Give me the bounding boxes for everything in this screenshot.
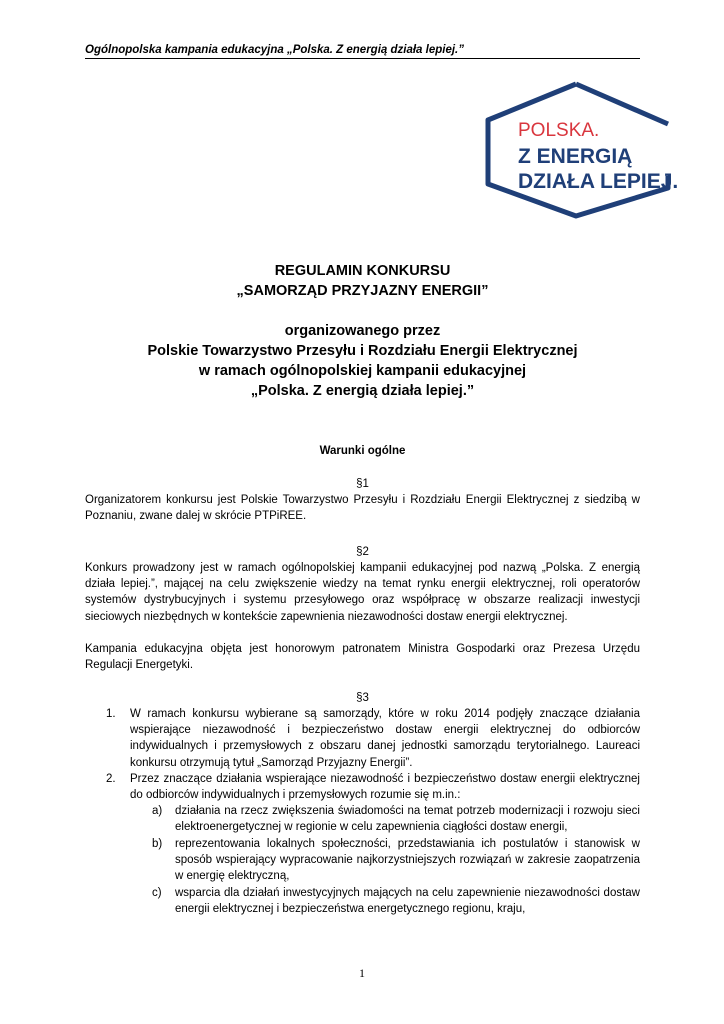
list-number: 2. — [106, 773, 116, 785]
paragraph-mark-2: §2 — [356, 546, 369, 558]
document-title — [85, 261, 640, 301]
list-item-2: Przez znaczące działania wspierające niezawodność i bezpieczeństwo dostaw energii elektrycznej do odbiorców indywidualnych i przemysłowych rozumie się m.in.: — [130, 773, 640, 802]
subtitle-line: w ramach ogólnopolskiej kampanii edukacyjnej — [198, 363, 527, 379]
title-line: „SAMORZĄD PRZYJAZNY ENERGII” — [236, 283, 489, 299]
sublist-letter: a) — [152, 805, 163, 817]
sublist-item-b: reprezentowania lokalnych społeczności, przedstawiania ich postulatów i stanowisk w sposób wspierający wypracowanie najkorzystniejszych rozwiązań w zakresie zaopatrzenia w energię elektryczną, — [175, 838, 640, 883]
logo-line-3: DZIAŁA LEPIEJ. — [518, 170, 679, 193]
sublist-item-a: działania na rzecz zwiększenia świadomości na temat potrzeb modernizacji i rozwoju sieci elektroenergetycznej w regionie w celu zapewnienia ciągłości dostaw energii, — [175, 805, 640, 834]
list-item-1: W ramach konkursu wybierane są samorządy, które w roku 2014 podjęły znaczące działania wspierające niezawodność i bezpieczeństwo dostaw energii elektrycznej do odbiorców indywidualnych i przemysłowych z obszaru danej jednostki samorządu terytorialnego. Laureaci konkursu otrzymują tytuł „Samorząd Przyjazny Energii”. — [130, 708, 640, 769]
subtitle-line: „Polska. Z energią działa lepiej.” — [250, 383, 475, 399]
running-header: Ogólnopolska kampania edukacyjna „Polska. Z energią działa lepiej.” — [85, 44, 640, 59]
paragraph-2-note: Kampania edukacyjna objęta jest honorowym patronatem Ministra Gospodarki oraz Prezesa Urzędu Regulacji Energetyki. — [85, 643, 640, 672]
paragraph-mark-1: §1 — [356, 478, 369, 490]
subtitle-line: organizowanego przez — [284, 323, 441, 339]
page-number: 1 — [359, 966, 365, 980]
paragraph-1-text: Organizatorem konkursu jest Polskie Towarzystwo Przesyłu i Rozdziału Energii Elektrycznej z siedzibą w Poznaniu, zwane dalej w skrócie PTPiREE. — [85, 494, 640, 523]
campaign-logo — [468, 80, 680, 220]
logo-line-1: POLSKA. — [518, 120, 600, 141]
sublist-item-c: wsparcia dla działań inwestycyjnych mających na celu zapewnienie niezawodności dostaw energii elektrycznej i bezpieczeństwa energetycznego regionu, kraju, — [175, 887, 640, 916]
campaign-logo-graphic — [468, 80, 680, 220]
section-heading: Warunki ogólne — [319, 445, 406, 457]
sublist-letter: b) — [152, 838, 163, 850]
subtitle-line: Polskie Towarzystwo Przesyłu i Rozdziału Energii Elektrycznej — [147, 343, 578, 359]
document-subtitle — [85, 321, 640, 401]
paragraph-2-text: Konkurs prowadzony jest w ramach ogólnopolskiej kampanii edukacyjnej pod nazwą „Polska. Z energią działa lepiej.”, mającej na celu zwiększenie wiedzy na temat rynku energii elektrycznej, roli operatorów systemów dystrybucyjnych i systemu przesyłowego oraz współpracę w obszarze realizacji inwestycji sieciowych niezbędnych w kontekście zapewnienia niezawodności dostaw energii elektrycznej. — [85, 562, 640, 623]
list-number: 1. — [106, 708, 116, 720]
title-line: REGULAMIN KONKURSU — [274, 263, 451, 279]
paragraph-mark-3: §3 — [356, 692, 369, 704]
sublist-letter: c) — [152, 887, 162, 899]
logo-line-2: Z ENERGIĄ — [518, 145, 633, 168]
